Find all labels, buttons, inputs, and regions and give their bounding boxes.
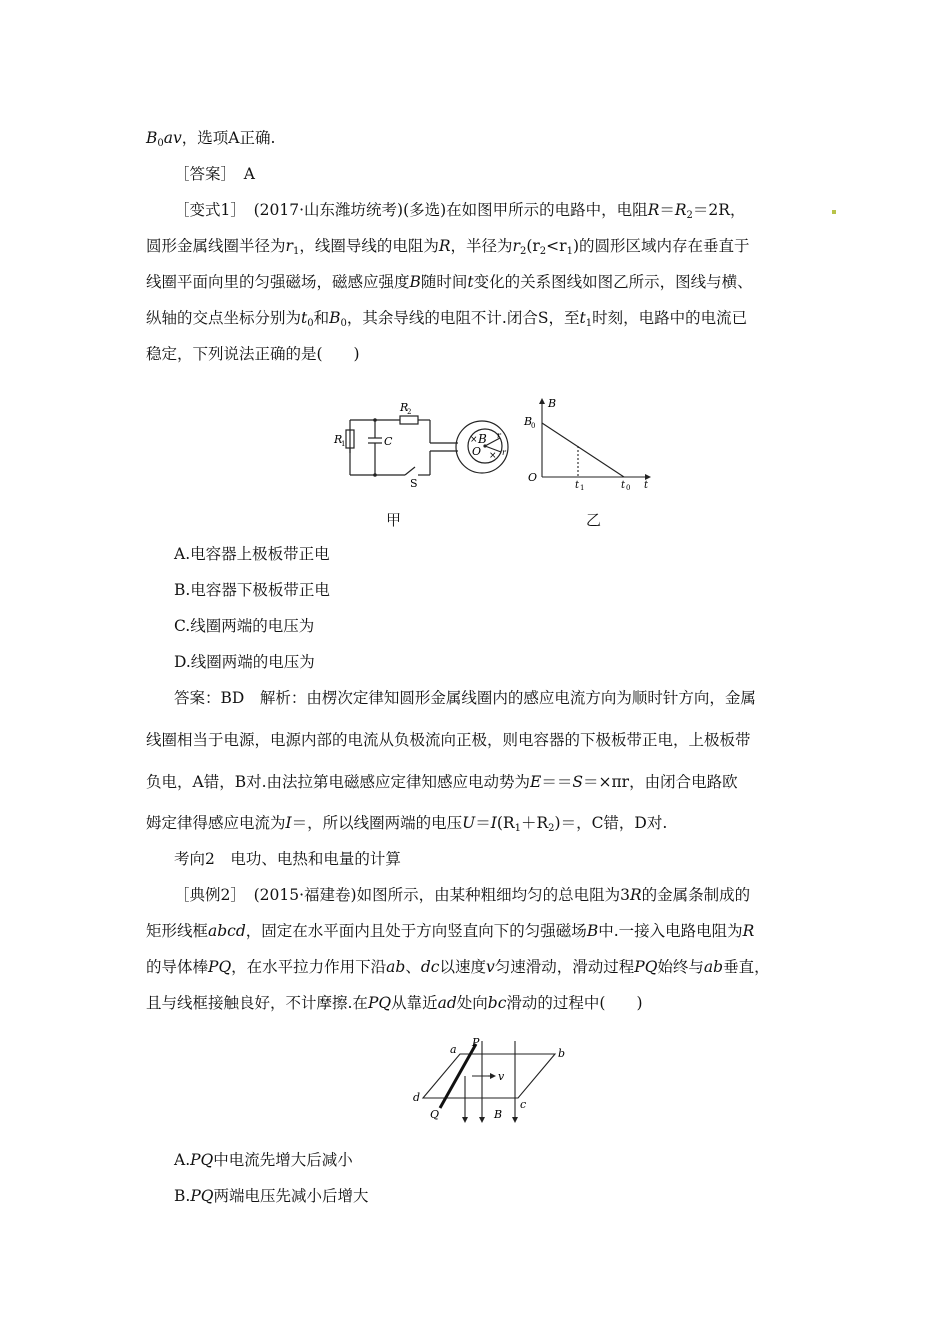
label-c: C [384, 435, 393, 448]
label-v: v [498, 1070, 505, 1083]
var: t [579, 309, 586, 327]
label-p: P [472, 1036, 480, 1049]
text: 匀速滑动，滑动过程 [494, 958, 635, 976]
analysis-line-2: 线圈相当于电源，电源内部的电流从负极流向正极，则电容器的下极板带正电，上极板带 [146, 731, 751, 749]
sub: 2 [548, 823, 555, 834]
answer-line: ［答案］ A [174, 165, 255, 183]
sub: 1 [566, 246, 573, 257]
text: 时刻，电路中的电流已 [592, 309, 748, 327]
label-t1: t [575, 480, 580, 490]
text: 从靠近 [391, 994, 438, 1012]
var: abcd [208, 922, 246, 940]
text-line [146, 128, 275, 154]
sub: 2 [519, 246, 527, 257]
sub: 1 [514, 823, 521, 834]
text: 垂直， [723, 958, 770, 976]
var: R [629, 886, 642, 904]
variant-line-5: 稳定，下列说法正确的是( ) [146, 345, 360, 363]
switch [405, 467, 415, 475]
label-q: Q [430, 1108, 440, 1121]
sub: 0 [157, 138, 164, 149]
label-a: a [450, 1043, 457, 1056]
option2-b [174, 1186, 368, 1206]
field-arrowhead [462, 1117, 468, 1123]
text: 始终与 [657, 958, 704, 976]
label-r1-coil: r [502, 448, 506, 457]
option-a: A.电容器上极板带正电 [174, 545, 330, 563]
text: 姆定律得感应电流为 [146, 814, 286, 832]
var: R [438, 237, 451, 255]
cross-mark: × [489, 451, 497, 461]
var: ad [437, 994, 457, 1012]
option2-a [174, 1150, 353, 1170]
label-t0: t [621, 480, 626, 490]
label-o: O [528, 471, 538, 484]
sub: 0 [307, 318, 314, 329]
resistor-r2 [400, 416, 418, 424]
label-b: b [558, 1047, 566, 1060]
var: av [163, 129, 182, 147]
label-r2-coil: r [497, 431, 501, 440]
label-r2: R [400, 401, 409, 414]
text: 矩形线框 [146, 922, 209, 940]
option-b: B.电容器下极板带正电 [174, 581, 330, 599]
var: bc [487, 994, 507, 1012]
circuit-diagram [330, 395, 520, 490]
text: 线圈平面向里的匀强磁场，磁感应强度 [146, 273, 410, 291]
text: ，选项A正确. [181, 129, 276, 147]
text: ＝ [659, 201, 675, 219]
text: ［典例2］ (2015·福建卷)如图所示，由某种粗细均匀的总电阻为3 [174, 886, 630, 904]
sub: 1 [585, 318, 593, 329]
cross-mark: × [470, 435, 478, 445]
text: 纵轴的交点坐标分别为 [146, 309, 302, 327]
variant-line-4 [146, 308, 747, 334]
var: r [285, 237, 293, 255]
sub: 0 [340, 318, 347, 329]
text: 的金属条制成的 [641, 886, 751, 904]
var: R [647, 201, 660, 219]
b-t-graph [520, 395, 655, 490]
var: r [512, 237, 520, 255]
b-line [542, 423, 624, 477]
example-line-4 [146, 993, 643, 1013]
caption-yi: 乙 [586, 511, 602, 529]
analysis-line-3 [146, 772, 738, 792]
example-line-2 [146, 921, 754, 941]
text: 变化的关系图线如图乙所示，图线与横、 [473, 273, 753, 291]
text: ，其余导线的电阻不计.闭合S，至 [346, 309, 580, 327]
analysis-line-1: 答案：BD 解析：由楞次定律知圆形金属线圈内的感应电流方向为顺时针方向，金属 [174, 689, 756, 707]
label-r2-sub: 2 [407, 408, 412, 416]
field-arrowhead [512, 1117, 518, 1123]
label-t0-sub: 0 [626, 484, 631, 490]
label-field-b: B [494, 1108, 503, 1121]
text: 随时间 [420, 273, 468, 291]
var: PQ [190, 1151, 214, 1169]
text: ＝ [475, 814, 491, 832]
option-d: D.线圈两端的电压为 [174, 653, 315, 671]
text: (r [526, 237, 540, 255]
var: PQ [190, 1187, 214, 1205]
var: I [490, 814, 497, 832]
text: )＝，C错，D对. [554, 814, 668, 832]
text: ＝2R， [692, 201, 746, 219]
text: 且与线框接触良好，不计摩擦.在 [146, 994, 368, 1012]
variant-line-2 [146, 236, 750, 262]
frame-diagram [410, 1036, 570, 1126]
section-heading: 考向2 电功、电热和电量的计算 [174, 850, 401, 868]
text: ，半径为 [450, 237, 513, 255]
text: )的圆形区域内存在垂直于 [572, 237, 750, 255]
sub: 2 [686, 210, 693, 221]
text: ，在水平拉力作用下沿 [231, 958, 387, 976]
var: t [467, 273, 474, 291]
caption-jia: 甲 [386, 511, 402, 529]
var: PQ [634, 958, 658, 976]
text: 滑动的过程中( ) [506, 994, 643, 1012]
marker-dot [832, 210, 836, 214]
text: <r [546, 237, 567, 255]
var: B [329, 309, 341, 327]
var: ab [703, 958, 724, 976]
var: B [586, 922, 599, 940]
text: 和 [313, 309, 330, 327]
text: 的导体棒 [146, 958, 209, 976]
var: B [409, 273, 421, 291]
label-b0: B [524, 415, 533, 428]
var: PQ [367, 994, 392, 1012]
var: R [742, 922, 755, 940]
text: 中.一接入电路电阻为 [598, 922, 743, 940]
var: R [674, 201, 687, 219]
text: 、 [405, 958, 421, 976]
label-t1-sub: 1 [580, 484, 585, 490]
text: B. [174, 1187, 191, 1205]
text: ，线圈导线的电阻为 [299, 237, 439, 255]
var: B [146, 129, 158, 147]
var: I [285, 814, 292, 832]
b-axis-arrow [539, 398, 545, 404]
analysis-line-4 [146, 813, 667, 839]
text: 处向 [456, 994, 488, 1012]
label-t: t [644, 480, 649, 490]
example-line-3 [146, 957, 770, 977]
text: 中电流先增大后减小 [213, 1151, 353, 1169]
var: v [485, 958, 495, 976]
text: A. [174, 1151, 191, 1169]
text: ＋R [520, 814, 549, 832]
text: ［变式1］ (2017·山东潍坊统考)(多选)在如图甲所示的电路中，电阻 [174, 201, 648, 219]
text: 负电，A错，B对.由法拉第电磁感应定律知感应电动势为 [146, 773, 531, 791]
variant-line-1 [174, 200, 745, 226]
var: dc [420, 958, 440, 976]
text: 两端电压先减小后增大 [213, 1187, 369, 1205]
example-line-1 [174, 885, 750, 905]
text: (R [496, 814, 515, 832]
label-s: S [410, 477, 418, 490]
text: ＝×πr，由闭合电路欧 [582, 773, 738, 791]
velocity-arrowhead [490, 1073, 496, 1079]
label-b0-sub: 0 [531, 422, 536, 430]
var: S [572, 773, 583, 791]
field-arrowhead [479, 1117, 485, 1123]
label-b-coil: B [478, 432, 487, 446]
label-d: d [413, 1091, 421, 1104]
text: ＝＝ [541, 773, 573, 791]
text: 圆形金属线圈半径为 [146, 237, 286, 255]
var: t [301, 309, 308, 327]
label-c: c [520, 1098, 527, 1111]
label-r1: R [334, 433, 343, 446]
label-b: B [548, 397, 557, 410]
var: U [462, 814, 476, 832]
label-o-coil: O [472, 445, 482, 458]
sub: 2 [539, 246, 547, 257]
text: ＝，所以线圈两端的电压 [291, 814, 463, 832]
text: ，固定在水平面内且处于方向竖直向下的匀强磁场 [245, 922, 587, 940]
label-r1-sub: 1 [341, 440, 346, 448]
text: 以速度 [439, 958, 486, 976]
option-c: C.线圈两端的电压为 [174, 617, 315, 635]
var: PQ [208, 958, 232, 976]
variant-line-3 [146, 272, 753, 292]
sub: 1 [292, 246, 300, 257]
var: ab [386, 958, 406, 976]
var: E [530, 773, 542, 791]
